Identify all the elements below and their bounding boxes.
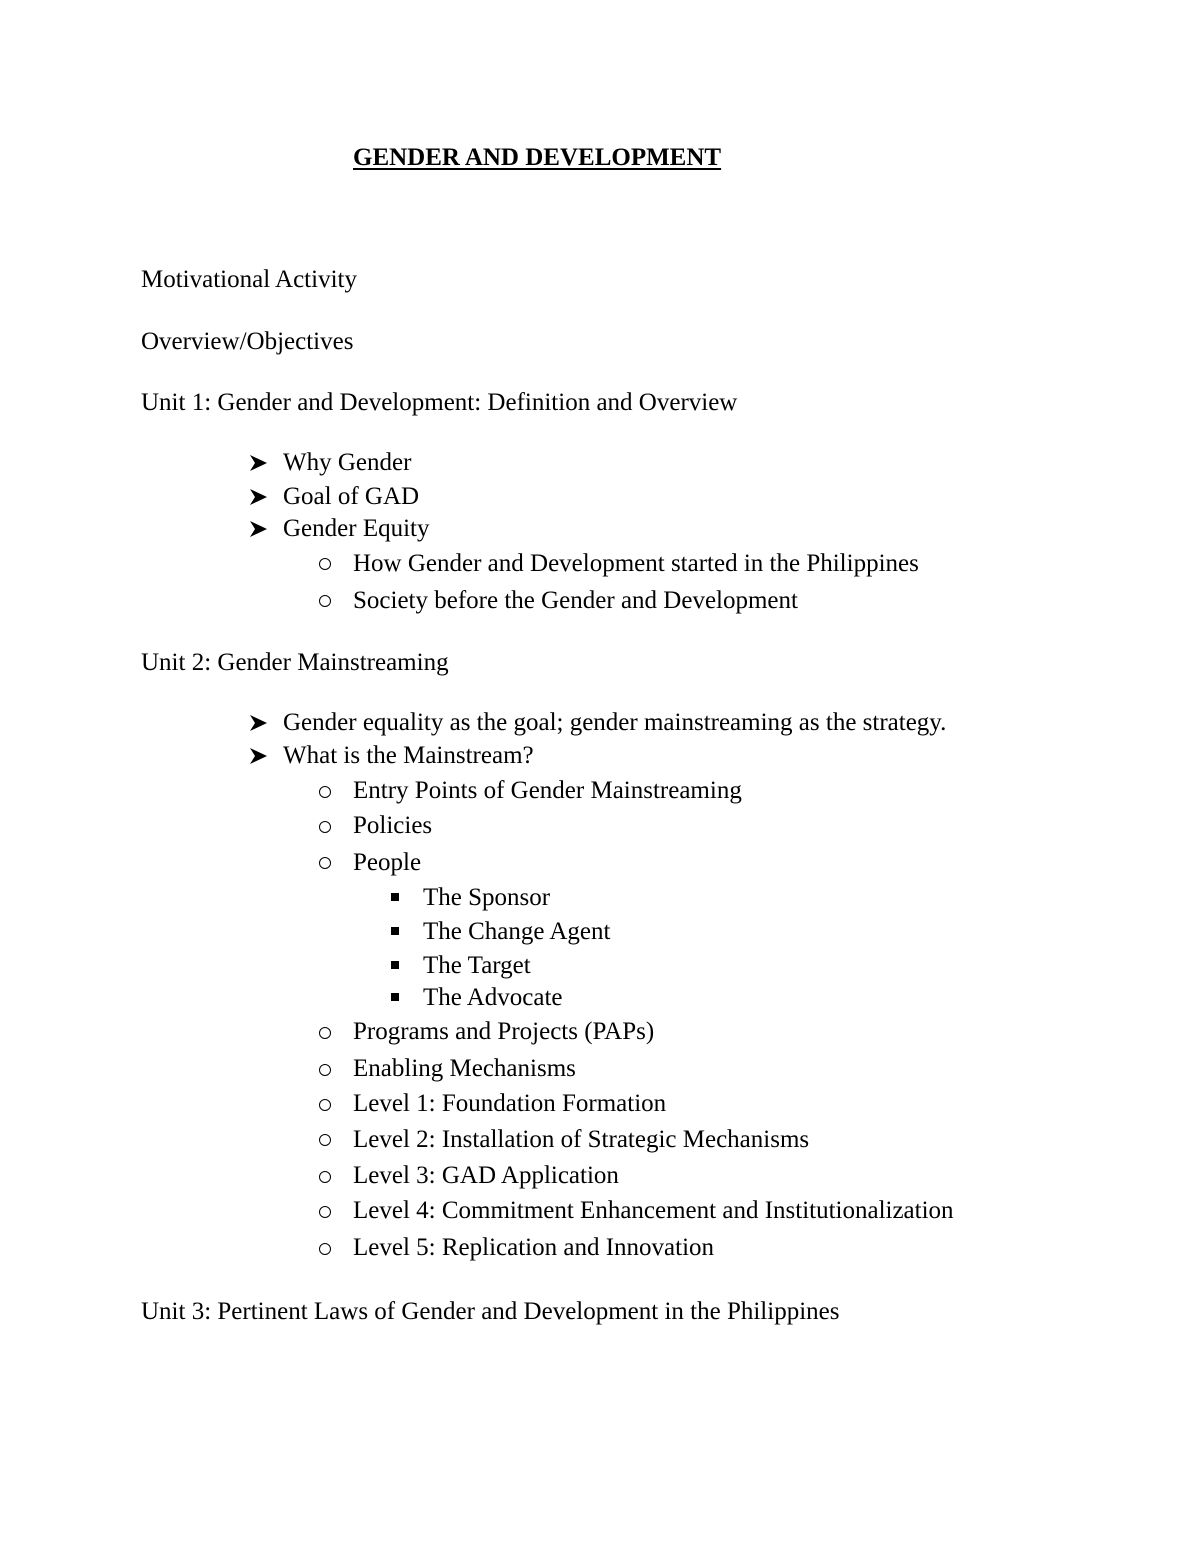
hollow-circle-bullet-icon [319, 1134, 331, 1146]
unit2-subitem-level3: Level 3: GAD Application [353, 1162, 619, 1189]
filled-square-bullet-icon [391, 993, 399, 1001]
unit2-subitem-enabling-mechanisms: Enabling Mechanisms [353, 1055, 576, 1082]
unit2-heading: Unit 2: Gender Mainstreaming [141, 649, 449, 676]
overview-objectives-heading: Overview/Objectives [141, 328, 354, 355]
unit2-item-what-is-mainstream: What is the Mainstream? [283, 742, 534, 769]
unit2-subitem-level5: Level 5: Replication and Innovation [353, 1234, 715, 1261]
hollow-circle-bullet-icon [319, 1027, 331, 1039]
unit2-subitem-entry-points: Entry Points of Gender Mainstreaming [353, 777, 742, 804]
hollow-circle-bullet-icon [319, 857, 331, 869]
hollow-circle-bullet-icon [319, 1206, 331, 1218]
arrowhead-bullet-icon [249, 453, 269, 473]
unit2-subitem-paps: Programs and Projects (PAPs) [353, 1018, 655, 1045]
people-role-sponsor: The Sponsor [423, 884, 551, 911]
unit2-subitem-policies: Policies [353, 812, 433, 839]
unit1-item-gender-equity: Gender Equity [283, 515, 430, 542]
unit2-subitem-level4: Level 4: Commitment Enhancement and Institutionalization [353, 1197, 954, 1224]
arrowhead-bullet-icon [249, 487, 269, 507]
arrowhead-bullet-icon [249, 519, 269, 539]
unit1-subitem-society-before-gad: Society before the Gender and Development [353, 587, 798, 614]
unit1-heading: Unit 1: Gender and Development: Definition and Overview [141, 389, 738, 416]
unit2-subitem-level2: Level 2: Installation of Strategic Mechanisms [353, 1126, 810, 1153]
hollow-circle-bullet-icon [319, 1243, 331, 1255]
unit3-heading: Unit 3: Pertinent Laws of Gender and Development in the Philippines [141, 1298, 840, 1325]
hollow-circle-bullet-icon [319, 595, 331, 607]
motivational-activity-heading: Motivational Activity [141, 266, 357, 293]
filled-square-bullet-icon [391, 961, 399, 969]
filled-square-bullet-icon [391, 893, 399, 901]
unit2-subitem-people: People [353, 849, 422, 876]
hollow-circle-bullet-icon [319, 821, 331, 833]
unit1-subitem-how-gad-started: How Gender and Development started in the Philippines [353, 550, 919, 577]
arrowhead-bullet-icon [249, 746, 269, 766]
people-role-advocate: The Advocate [423, 984, 563, 1011]
unit2-subitem-level1: Level 1: Foundation Formation [353, 1090, 667, 1117]
hollow-circle-bullet-icon [319, 1099, 331, 1111]
unit1-item-why-gender: Why Gender [283, 449, 412, 476]
hollow-circle-bullet-icon [319, 1064, 331, 1076]
hollow-circle-bullet-icon [319, 1171, 331, 1183]
people-role-target: The Target [423, 952, 531, 979]
hollow-circle-bullet-icon [319, 558, 331, 570]
unit2-item-gender-equality-goal: Gender equality as the goal; gender mainstreaming as the strategy. [283, 709, 947, 736]
filled-square-bullet-icon [391, 927, 399, 935]
people-role-change-agent: The Change Agent [423, 918, 611, 945]
arrowhead-bullet-icon [249, 713, 269, 733]
hollow-circle-bullet-icon [319, 786, 331, 798]
unit1-item-goal-of-gad: Goal of GAD [283, 483, 420, 510]
document-title: GENDER AND DEVELOPMENT [353, 144, 722, 171]
